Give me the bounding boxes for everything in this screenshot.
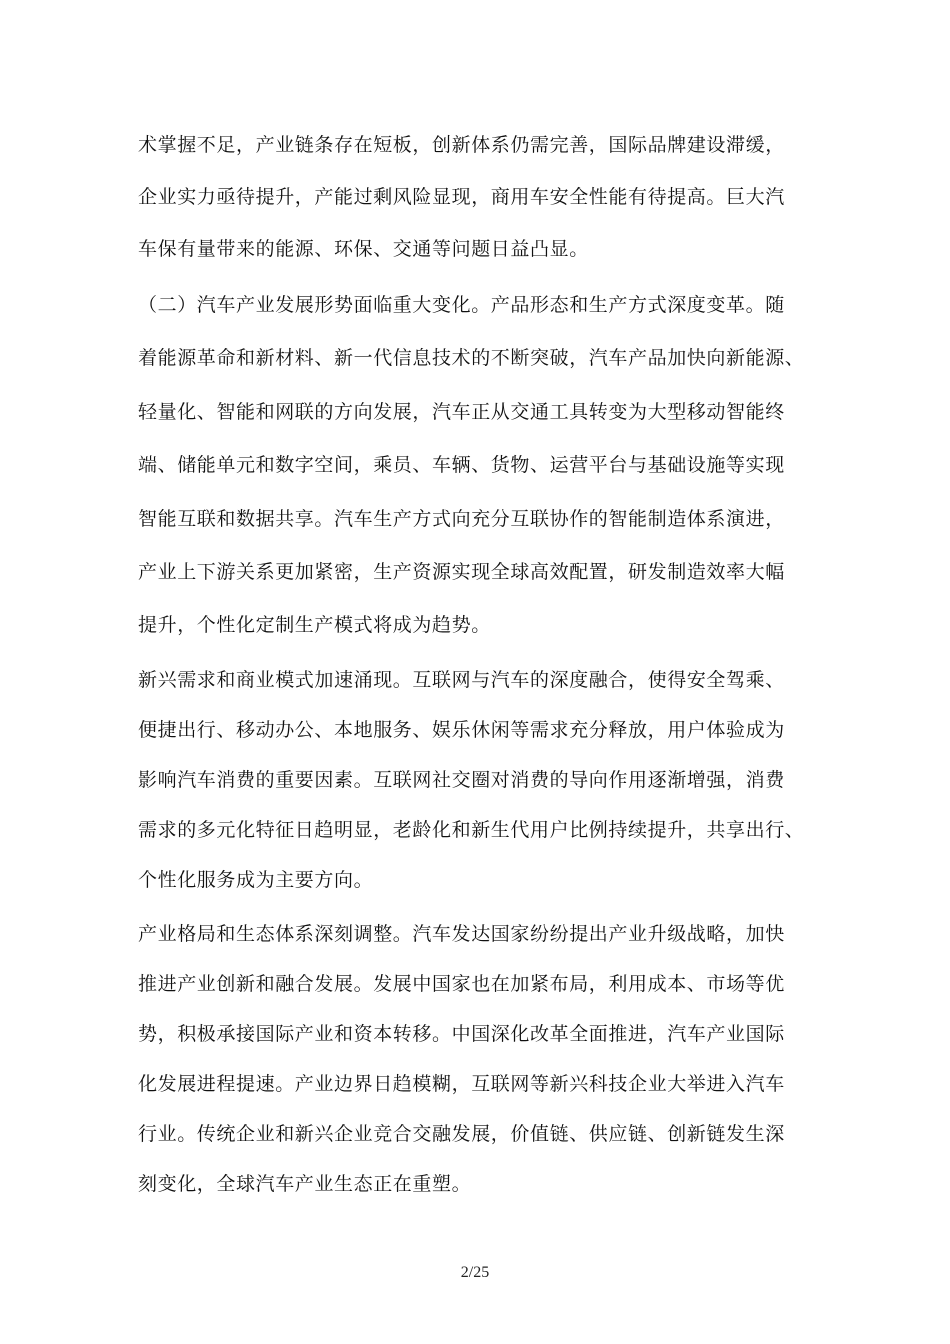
text-line: 个性化服务成为主要方向。	[138, 869, 374, 891]
text-line: 智能互联和数据共享。汽车生产方式向充分互联协作的智能制造体系演进，	[138, 508, 785, 530]
text-line: 端、储能单元和数字空间，乘员、车辆、货物、运营平台与基础设施等实现	[138, 454, 785, 476]
text-line: 产业格局和生态体系深刻调整。汽车发达国家纷纷提出产业升级战略，加快	[138, 923, 785, 945]
text-line: 术掌握不足，产业链条存在短板，创新体系仍需完善，国际品牌建设滞缓，	[138, 134, 785, 156]
text-line: 新兴需求和商业模式加速涌现。互联网与汽车的深度融合，使得安全驾乘、	[138, 669, 785, 691]
text-line: 产业上下游关系更加紧密，生产资源实现全球高效配置，研发制造效率大幅	[138, 561, 785, 583]
text-line: 企业实力亟待提升，产能过剩风险显现，商用车安全性能有待提高。巨大汽	[138, 186, 785, 208]
text-line: 便捷出行、移动办公、本地服务、娱乐休闲等需求充分释放，用户体验成为	[138, 719, 785, 741]
text-line: 着能源革命和新材料、新一代信息技术的不断突破，汽车产品加快向新能源、	[138, 347, 805, 369]
page-number: 2/25	[460, 1264, 490, 1281]
text-line: 影响汽车消费的重要因素。互联网社交圈对消费的导向作用逐渐增强，消费	[138, 769, 785, 791]
text-line: 提升，个性化定制生产模式将成为趋势。	[138, 614, 491, 636]
text-line: 轻量化、智能和网联的方向发展，汽车正从交通工具转变为大型移动智能终	[138, 401, 785, 423]
text-line: （二）汽车产业发展形势面临重大变化。产品形态和生产方式深度变革。随	[138, 294, 785, 316]
text-line: 行业。传统企业和新兴企业竞合交融发展，价值链、供应链、创新链发生深	[138, 1123, 785, 1145]
text-line: 化发展进程提速。产业边界日趋模糊，互联网等新兴科技企业大举进入汽车	[138, 1073, 785, 1095]
text-line: 车保有量带来的能源、环保、交通等问题日益凸显。	[138, 238, 589, 260]
text-line: 需求的多元化特征日趋明显，老龄化和新生代用户比例持续提升，共享出行、	[138, 819, 805, 841]
text-line: 势，积极承接国际产业和资本转移。中国深化改革全面推进，汽车产业国际	[138, 1023, 785, 1045]
text-line: 刻变化，全球汽车产业生态正在重塑。	[138, 1173, 472, 1195]
text-line: 推进产业创新和融合发展。发展中国家也在加紧布局，利用成本、市场等优	[138, 973, 785, 995]
